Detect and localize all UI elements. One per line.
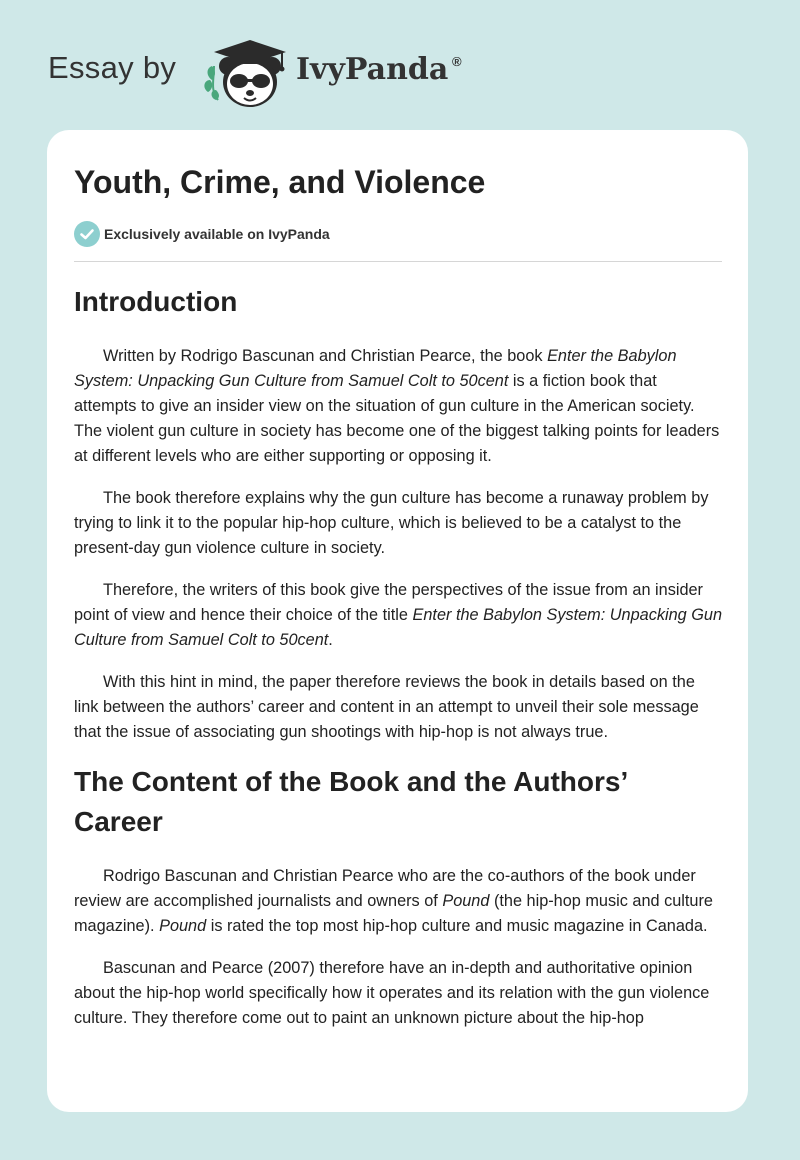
paragraph-text: is a fiction book that attempts to give an insider view on the situation of gun culture in the American society. The violent gun culture in society has become one of the biggest talking points for leaders at different levels who are either supporting or opposing it. xyxy=(74,372,720,465)
paragraph-text: is rated the top most hip-hop culture and music magazine in Canada. xyxy=(206,917,708,935)
italic-title-text: Pound xyxy=(159,917,207,935)
section-heading-introduction: Introduction xyxy=(74,286,238,317)
paragraph xyxy=(74,864,722,939)
title-divider xyxy=(74,261,722,262)
registered-mark: ® xyxy=(452,54,462,69)
italic-title-text: Enter the Babylon System: Unpacking Gun Culture from Samuel Colt to 50cent xyxy=(74,606,723,649)
paragraph-text: Therefore, the writers of this book give the perspectives of the issue from an insider point of view and hence their choice of the title xyxy=(74,581,703,624)
paragraph-text: With this hint in mind, the paper therefore reviews the book in details based on the link between the authors’ career and content in an attempt to unveil their sole message that the issue of associating gun shootings with hip-hop is not always true. xyxy=(74,673,699,741)
exclusive-badge xyxy=(74,221,474,247)
paragraph-text: (the hip-hop music and culture magazine). xyxy=(74,892,713,935)
paragraph xyxy=(74,956,722,1031)
paragraph-text: The book therefore explains why the gun culture has become a runaway problem by trying to link it to the popular hip-hop culture, which is believed to be a catalyst to the present-day gun violence culture in society. xyxy=(74,489,709,557)
brand-header xyxy=(48,36,508,112)
paragraph xyxy=(74,486,722,561)
brand-prefix: Essay by xyxy=(48,50,177,85)
check-circle-icon xyxy=(74,221,100,247)
italic-title-text: Enter the Babylon System: Unpacking Gun Culture from Samuel Colt to 50cent xyxy=(74,347,677,390)
paragraph-text: . xyxy=(328,631,333,649)
paragraph-text: Bascunan and Pearce (2007) therefore have an in-depth and authoritative opinion about the hip-hop world specifically how it operates and its relation with the gun violence culture. They therefore come out to paint an unknown picture about the hip-hop xyxy=(74,959,710,1027)
article-body xyxy=(74,280,722,1048)
italic-title-text: Pound xyxy=(442,892,490,910)
paragraph xyxy=(74,578,722,653)
paragraph-text: Written by Rodrigo Bascunan and Christian Pearce, the book xyxy=(103,347,548,365)
article-card xyxy=(47,130,748,1112)
section-heading-content-and-career: The Content of the Book and the Authors’ Career xyxy=(74,766,627,837)
article-title: Youth, Crime, and Violence xyxy=(74,164,486,200)
brand-name: IvyPanda xyxy=(296,52,449,87)
panda-logo-icon xyxy=(202,36,294,112)
exclusive-badge-text: Exclusively available on IvyPanda xyxy=(104,226,330,242)
paragraph xyxy=(74,344,722,469)
paragraph xyxy=(74,670,722,745)
paragraph-text: Rodrigo Bascunan and Christian Pearce who are the co-authors of the book under review are accomplished journalists and owners of xyxy=(74,867,696,910)
